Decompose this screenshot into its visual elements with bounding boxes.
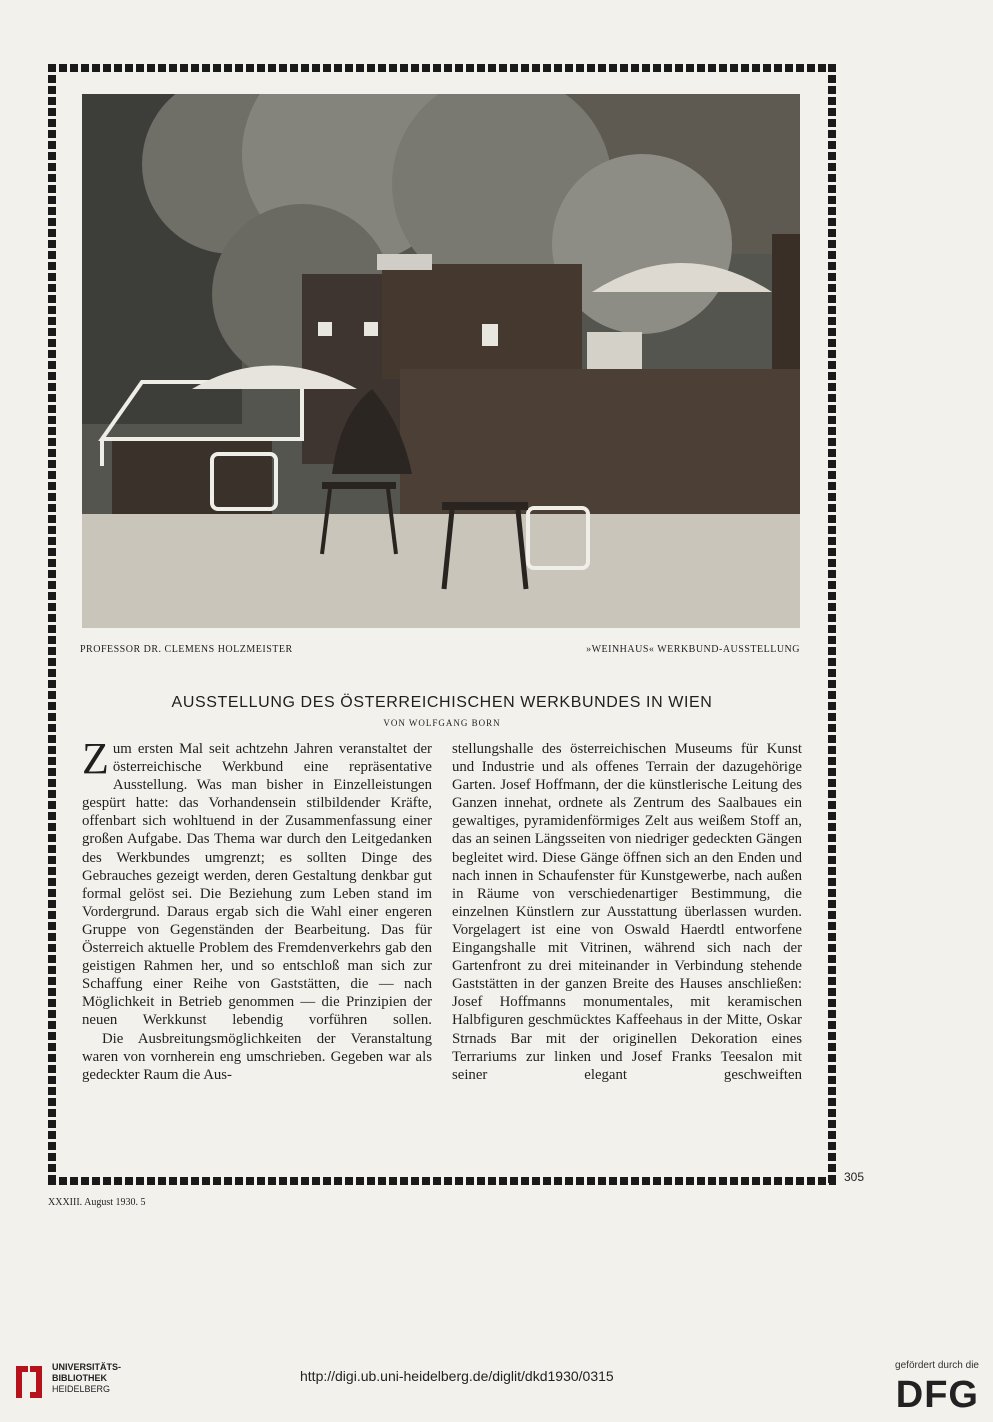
article-byline: VON WOLFGANG BORN	[383, 718, 501, 728]
text-column-right	[452, 740, 802, 1084]
paragraph-continuation: stellungshalle des österreichischen Museums für Kunst und Industrie und als offenes Terrain der dazugehörige Garten. Josef Hoffmann, der die künstlerische Leitung des Ganzen innehat, ordnete als Zentrum des Saalbaues ein gewaltiges, pyramidenförmiges Zelt aus weißem Stoff an, das an seinen Längsseiten von niedriger gedeckten Gängen begleitet wird. Diese Gänge öffnen sich an den Enden und nach innen in Schaufenster für Kunstgewerbe, nach außen in Räume von verschiedenartiger Bestimmung, die einzelnen Künstlern zur Ausstattung überlassen wurden. Vorgelagert ist eine von Oswald Haerdtl entworfene Eingangshalle mit Vitrinen, während sich nach der Gartenfront zu drei miteinander in Verbindung stehende Gaststätten in der ganzen Breite des Hauses anschließen: Josef Hoffmanns monumentales, mit keramischen Halbfiguren geschmücktes Kaffeehaus in der Mitte, Oskar Strnads Bar mit der originellen Dekoration eines Terrariums zur linken und Josef Franks Teesalon mit seiner elegant geschweiften	[452, 741, 802, 1083]
dfg-logo: DFG	[895, 1374, 979, 1416]
funder-label: gefördert durch die	[895, 1360, 979, 1371]
decorative-border-right	[828, 64, 836, 1185]
paragraph-opening	[82, 734, 432, 1030]
library-emblem-icon	[12, 1362, 46, 1402]
decorative-border-left	[48, 64, 56, 1185]
library-name-line1: UNIVERSITÄTS-	[52, 1362, 122, 1372]
library-name-line2: BIBLIOTHEK	[52, 1373, 107, 1383]
drop-cap: Z	[82, 734, 109, 783]
funder-block	[895, 1360, 979, 1415]
permalink-url[interactable]: http://digi.ub.uni-heidelberg.de/diglit/dkd1930/0315	[300, 1368, 614, 1384]
photo-caption-title: »WEINHAUS« WERKBUND-AUSSTELLUNG	[586, 644, 800, 655]
paragraph-opening-text: um ersten Mal seit achtzehn Jahren veranstaltet der österreichische Werkbund eine repräsentative Ausstellung. Was man bisher in Einzelleistungen gespürt hatte: das Vorhandensein stilbildender Kräfte, offenbart sich wohltuend in der Zusammenfassung einer großen Aufgabe. Das Thema war durch den Leitgedanken des Werkbundes umgrenzt; es sollten Dinge des Gebrauches gezeigt werden, deren Gestaltung denkbar gut formal gelöst sei. Die Beziehung zum Leben stand im Vordergrund. Daraus ergab sich die Wahl einer engeren Gruppe von Gegenständen der Bearbeitung. Das für Österreich aktuelle Problem des Fremdenverkehrs gab den geistigen Rahmen her, und so entschloß man sich zur Schaffung einer Reihe von Gaststätten, die — nach Möglichkeit in Betrieb genommen — die Prinzipien der neuen Werkkunst lebendig vorführen sollen.	[82, 741, 432, 1029]
library-logo	[12, 1362, 121, 1402]
decorative-border-top	[48, 64, 836, 72]
text-column-left	[82, 734, 432, 1084]
paragraph-second: Die Ausbreitungsmöglichkeiten der Veranstaltung waren von vornherein eng umschrieben. Gegeben war als gedeckter Raum die Aus-	[82, 1030, 432, 1083]
library-name-line3: HEIDELBERG	[52, 1384, 111, 1394]
exhibition-photograph	[82, 94, 800, 628]
decorative-border-bottom	[48, 1177, 836, 1185]
article-title: AUSSTELLUNG DES ÖSTERREICHISCHEN WERKBUNDES IN WIEN	[171, 694, 713, 711]
page-number: 305	[844, 1170, 865, 1184]
volume-line: XXXIII. August 1930. 5	[48, 1197, 146, 1208]
photo-caption-architect: PROFESSOR DR. CLEMENS HOLZMEISTER	[80, 644, 293, 655]
